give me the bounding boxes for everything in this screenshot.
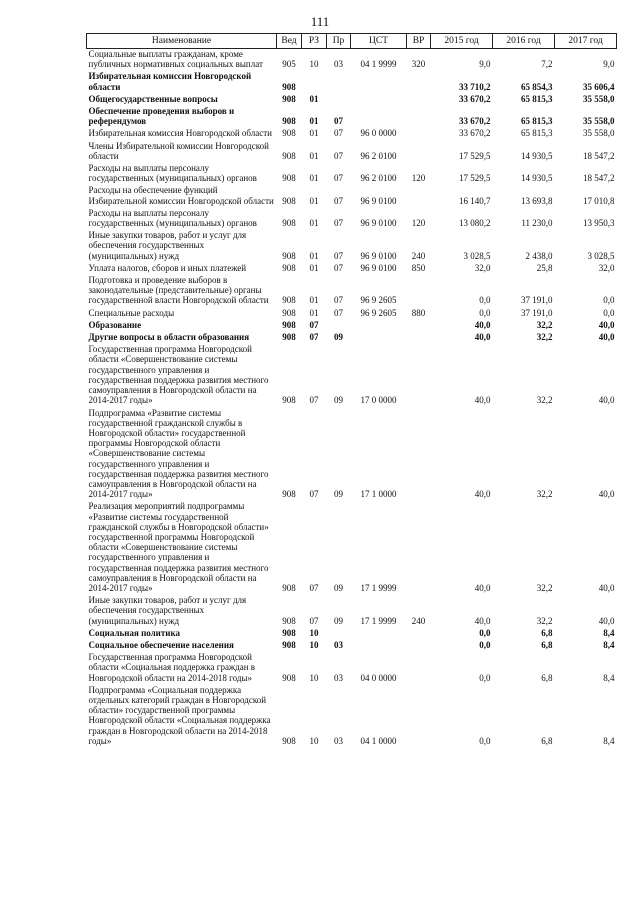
row-amount-2017: 35 558,0 (583, 93, 615, 104)
row-rz: 01 (309, 150, 319, 161)
row-pr (327, 69, 351, 91)
row-amount-2016: 32,2 (536, 319, 553, 330)
table-row (87, 626, 617, 638)
table-row (87, 206, 617, 228)
row-cst: 17 1 9999 (360, 615, 397, 626)
row-vr (407, 92, 431, 104)
row-rz: 01 (309, 128, 319, 139)
header-vr: ВР (407, 34, 431, 49)
row-rz: 10 (309, 735, 319, 746)
row-vr (407, 330, 431, 342)
row-pr: 07 (334, 128, 343, 139)
row-cst: 04 1 0000 (360, 735, 397, 746)
table-row (87, 342, 617, 405)
row-ved: 908 (282, 627, 296, 638)
row-amount-2015: 3 028,5 (463, 250, 491, 261)
row-vr (407, 683, 431, 746)
row-amount-2017: 13 950,3 (583, 218, 615, 229)
row-amount-2016: 25,8 (536, 262, 553, 273)
table-row (87, 139, 617, 161)
table-row (87, 69, 617, 91)
row-cst (351, 638, 407, 650)
row-ved: 908 (282, 319, 296, 330)
row-rz: 01 (309, 295, 319, 306)
row-ved: 908 (282, 307, 296, 318)
row-pr: 07 (334, 218, 343, 229)
row-amount-2017: 32,0 (598, 262, 615, 273)
row-rz: 10 (309, 627, 319, 638)
header-2017: 2017 год (555, 34, 617, 49)
header-2016: 2016 год (493, 34, 555, 49)
row-ved: 908 (282, 639, 296, 650)
table-row (87, 261, 617, 273)
row-rz: 01 (309, 173, 319, 184)
row-amount-2015: 17 529,5 (459, 150, 491, 161)
row-amount-2015: 33 670,2 (459, 93, 491, 104)
row-amount-2017: 18 547,2 (583, 173, 615, 184)
row-cst (351, 330, 407, 342)
row-vr (407, 318, 431, 330)
row-vr: 120 (411, 218, 426, 229)
row-amount-2017: 40,0 (598, 582, 615, 593)
row-amount-2015: 0,0 (479, 307, 491, 318)
row-pr: 07 (334, 295, 343, 306)
row-pr (327, 626, 351, 638)
row-cst: 96 2 0100 (360, 150, 397, 161)
row-cst: 17 0 0000 (360, 395, 397, 406)
row-amount-2017: 0,0 (603, 307, 615, 318)
row-name: Государственная программа Новгородской области «Социальная поддержка граждан в Новгородской области на 2014-2018 годы» (88, 652, 256, 683)
row-amount-2017: 40,0 (598, 332, 615, 343)
table-body (87, 49, 617, 747)
row-pr: 07 (334, 262, 343, 273)
header-cst: ЦСТ (351, 34, 407, 49)
row-cst: 04 0 0000 (360, 672, 397, 683)
row-amount-2017: 18 547,2 (583, 150, 615, 161)
row-name: Реализация мероприятий подпрограммы «Развитие системы государственной гражданской службы в Новгородской области» государственной программы Новгородской области «Совершенствование системы государственного управления и государственная поддержка развития местного самоуправления в Новгородской области на 2014-2017 годы» (88, 501, 269, 593)
row-pr: 09 (334, 489, 343, 500)
row-amount-2016: 32,2 (536, 615, 553, 626)
table-row (87, 183, 617, 205)
row-amount-2015: 9,0 (479, 59, 491, 70)
row-rz: 01 (309, 262, 319, 273)
row-ved: 908 (282, 735, 296, 746)
row-amount-2015: 40,0 (474, 615, 491, 626)
budget-table (86, 33, 617, 746)
row-vr: 120 (411, 173, 426, 184)
row-rz: 07 (309, 615, 319, 626)
row-cst: 96 2 0100 (360, 173, 397, 184)
row-amount-2016: 65 815,3 (521, 116, 553, 127)
row-pr: 07 (334, 173, 343, 184)
row-pr: 07 (334, 116, 343, 127)
row-amount-2017: 35 558,0 (583, 128, 615, 139)
row-vr: 240 (411, 615, 426, 626)
row-rz: 07 (309, 582, 319, 593)
row-amount-2015: 40,0 (474, 319, 491, 330)
row-vr (407, 139, 431, 161)
row-rz: 07 (309, 489, 319, 500)
row-amount-2016: 65 854,3 (521, 81, 553, 92)
row-amount-2017: 9,0 (603, 59, 615, 70)
row-ved: 908 (282, 173, 296, 184)
row-ved: 908 (282, 295, 296, 306)
row-rz: 10 (309, 639, 319, 650)
row-ved: 908 (282, 81, 296, 92)
row-amount-2017: 35 558,0 (583, 116, 615, 127)
row-vr: 850 (411, 262, 426, 273)
row-vr: 240 (411, 250, 426, 261)
row-amount-2017: 40,0 (598, 615, 615, 626)
row-amount-2015: 32,0 (474, 262, 491, 273)
table-row (87, 228, 617, 261)
table-row (87, 92, 617, 104)
row-pr: 03 (334, 59, 343, 70)
table-row (87, 104, 617, 126)
row-name: Избирательная комиссия Новгородской области (88, 71, 252, 92)
row-ved: 908 (282, 218, 296, 229)
row-rz: 01 (309, 218, 319, 229)
table-row (87, 650, 617, 683)
page-number: 111 (310, 14, 330, 29)
row-amount-2015: 33 670,2 (459, 128, 491, 139)
row-ved: 908 (282, 262, 296, 273)
row-amount-2017: 8,4 (603, 627, 615, 638)
row-amount-2015: 13 080,2 (459, 218, 491, 229)
row-cst: 96 9 0100 (360, 262, 397, 273)
row-amount-2016: 32,2 (536, 332, 553, 343)
row-ved: 908 (282, 93, 296, 104)
row-vr (407, 126, 431, 138)
row-name: Общегосударственные вопросы (88, 93, 218, 104)
row-cst (351, 104, 407, 126)
row-pr (327, 92, 351, 104)
row-amount-2016: 32,2 (536, 489, 553, 500)
row-amount-2017: 8,4 (603, 735, 615, 746)
row-pr: 07 (334, 250, 343, 261)
row-pr: 09 (334, 395, 343, 406)
row-name: Иные закупки товаров, работ и услуг для обеспечения государственных (муниципальных) нужд (88, 595, 247, 626)
row-amount-2015: 0,0 (479, 627, 491, 638)
row-pr: 09 (334, 332, 343, 343)
row-rz: 10 (309, 672, 319, 683)
row-cst (351, 69, 407, 91)
row-rz: 07 (309, 319, 319, 330)
row-name: Расходы на обеспечение функций Избирательной комиссии Новгородской области (88, 185, 274, 206)
row-amount-2017: 3 028,5 (587, 250, 615, 261)
row-pr (327, 318, 351, 330)
row-pr: 07 (334, 150, 343, 161)
row-cst: 96 0 0000 (360, 128, 397, 139)
row-cst (351, 626, 407, 638)
row-vr (407, 650, 431, 683)
row-cst: 17 1 0000 (360, 489, 397, 500)
row-amount-2017: 40,0 (598, 395, 615, 406)
row-amount-2015: 0,0 (479, 735, 491, 746)
row-amount-2017: 17 010,8 (583, 195, 615, 206)
row-amount-2015: 0,0 (479, 639, 491, 650)
row-cst (351, 92, 407, 104)
row-ved: 908 (282, 128, 296, 139)
row-name: Другие вопросы в области образования (88, 332, 250, 343)
row-ved: 908 (282, 672, 296, 683)
row-ved: 908 (282, 489, 296, 500)
row-amount-2016: 14 930,5 (521, 150, 553, 161)
row-name: Социальная политика (88, 627, 181, 638)
row-vr: 880 (411, 307, 426, 318)
row-amount-2015: 33 710,2 (459, 81, 491, 92)
row-amount-2016: 37 191,0 (521, 307, 553, 318)
row-name: Уплата налогов, сборов и иных платежей (88, 262, 247, 273)
row-ved: 908 (282, 332, 296, 343)
row-ved: 908 (282, 116, 296, 127)
row-amount-2017: 35 606,4 (583, 81, 615, 92)
row-name: Социальные выплаты гражданам, кроме публичных нормативных социальных выплат (88, 49, 263, 70)
row-ved: 908 (282, 195, 296, 206)
row-amount-2016: 14 930,5 (521, 173, 553, 184)
row-vr (407, 69, 431, 91)
row-cst: 96 9 2605 (360, 307, 397, 318)
row-amount-2015: 16 140,7 (459, 195, 491, 206)
row-pr: 09 (334, 582, 343, 593)
row-pr: 07 (334, 307, 343, 318)
row-cst: 96 9 0100 (360, 218, 397, 229)
row-vr (407, 499, 431, 593)
row-cst: 96 9 0100 (360, 195, 397, 206)
row-ved: 908 (282, 615, 296, 626)
row-amount-2015: 40,0 (474, 489, 491, 500)
row-amount-2015: 0,0 (479, 295, 491, 306)
row-amount-2015: 40,0 (474, 332, 491, 343)
row-rz (302, 69, 327, 91)
table-row (87, 593, 617, 626)
row-amount-2016: 11 230,0 (521, 218, 553, 229)
row-cst: 17 1 9999 (360, 582, 397, 593)
row-amount-2017: 0,0 (603, 295, 615, 306)
header-ved: Вед (277, 34, 302, 49)
table-row (87, 126, 617, 138)
row-name: Государственная программа Новгородской области «Совершенствование системы государственного управления и государственная поддержка развития местного самоуправления в Новгородской области на 2014-2017 годы» (88, 344, 269, 406)
row-rz: 01 (309, 93, 319, 104)
row-name: Социальное обеспечение населения (88, 639, 234, 650)
table-row (87, 318, 617, 330)
row-pr: 07 (334, 195, 343, 206)
table-row (87, 273, 617, 306)
row-amount-2016: 2 438,0 (525, 250, 553, 261)
table-row (87, 638, 617, 650)
row-rz: 10 (309, 59, 319, 70)
row-rz: 01 (309, 195, 319, 206)
row-ved: 905 (282, 59, 296, 70)
row-rz: 07 (309, 332, 319, 343)
row-amount-2015: 33 670,2 (459, 116, 491, 127)
row-vr: 320 (411, 59, 426, 70)
row-amount-2016: 37 191,0 (521, 295, 553, 306)
row-name: Подпрограмма «Развитие системы государственной гражданской службы в Новгородской области» государственной программы Новгородской области «Совершенствование системы государственного управления и государственная поддержка развития местного самоуправления в Новгородской области на 2014-2017 годы» (88, 407, 269, 500)
row-vr (407, 406, 431, 500)
row-name: Специальные расходы (88, 307, 175, 318)
row-amount-2015: 40,0 (474, 582, 491, 593)
row-name: Расходы на выплаты персоналу государственных (муниципальных) органов (88, 163, 257, 184)
row-amount-2017: 40,0 (598, 319, 615, 330)
row-name: Подпрограмма «Социальная поддержка отдельных категорий граждан в Новгородской области» государственной программы Новгородской области «Социальная поддержка граждан в Новгородской области на 2014-2018 годы» (88, 684, 271, 746)
row-amount-2016: 13 693,8 (521, 195, 553, 206)
header-name: Наименование (87, 34, 277, 49)
row-vr (407, 342, 431, 405)
table-row (87, 49, 617, 70)
row-amount-2017: 8,4 (603, 672, 615, 683)
row-ved: 908 (282, 582, 296, 593)
table-row (87, 330, 617, 342)
row-vr (407, 104, 431, 126)
row-name: Подготовка и проведение выборов в законодательные (представительные) органы государственной власти Новгородской области (88, 275, 269, 306)
row-amount-2016: 6,8 (541, 627, 553, 638)
row-vr (407, 626, 431, 638)
row-amount-2016: 32,2 (536, 582, 553, 593)
row-amount-2015: 17 529,5 (459, 173, 491, 184)
row-amount-2015: 40,0 (474, 395, 491, 406)
row-amount-2016: 65 815,3 (521, 128, 553, 139)
table-row (87, 306, 617, 318)
row-ved: 908 (282, 395, 296, 406)
header-2015: 2015 год (431, 34, 493, 49)
row-cst (351, 318, 407, 330)
row-amount-2015: 0,0 (479, 672, 491, 683)
row-vr (407, 183, 431, 205)
row-amount-2016: 6,8 (541, 735, 553, 746)
row-amount-2016: 32,2 (536, 395, 553, 406)
header-pr: Пр (327, 34, 351, 49)
row-pr: 03 (334, 639, 343, 650)
row-cst: 96 9 0100 (360, 250, 397, 261)
row-ved: 908 (282, 150, 296, 161)
table-header (87, 34, 617, 49)
row-amount-2017: 8,4 (603, 639, 615, 650)
table-row (87, 683, 617, 746)
row-rz: 01 (309, 250, 319, 261)
row-rz: 01 (309, 116, 319, 127)
table-row (87, 499, 617, 593)
row-name: Избирательная комиссия Новгородской области (88, 128, 272, 139)
row-amount-2016: 6,8 (541, 672, 553, 683)
row-pr: 03 (334, 735, 343, 746)
row-ved: 908 (282, 250, 296, 261)
row-vr (407, 638, 431, 650)
row-name: Образование (88, 319, 142, 330)
row-name: Расходы на выплаты персоналу государственных (муниципальных) органов (88, 207, 257, 229)
table-row (87, 406, 617, 500)
row-name: Члены Избирательной комиссии Новгородской области (88, 140, 269, 161)
row-cst: 04 1 9999 (360, 59, 397, 70)
row-cst: 96 9 2605 (360, 295, 397, 306)
row-pr: 03 (334, 672, 343, 683)
table-row (87, 161, 617, 183)
row-rz: 01 (309, 307, 319, 318)
row-name: Обеспечение проведения выборов и референдумов (88, 106, 235, 127)
row-name: Иные закупки товаров, работ и услуг для обеспечения государственных (муниципальных) нужд (88, 230, 247, 261)
row-rz: 07 (309, 395, 319, 406)
row-amount-2016: 6,8 (541, 639, 553, 650)
row-vr (407, 273, 431, 306)
header-rz: РЗ (302, 34, 327, 49)
row-amount-2016: 65 815,3 (521, 93, 553, 104)
row-pr: 09 (334, 615, 343, 626)
row-amount-2016: 7,2 (541, 59, 553, 70)
row-amount-2017: 40,0 (598, 489, 615, 500)
